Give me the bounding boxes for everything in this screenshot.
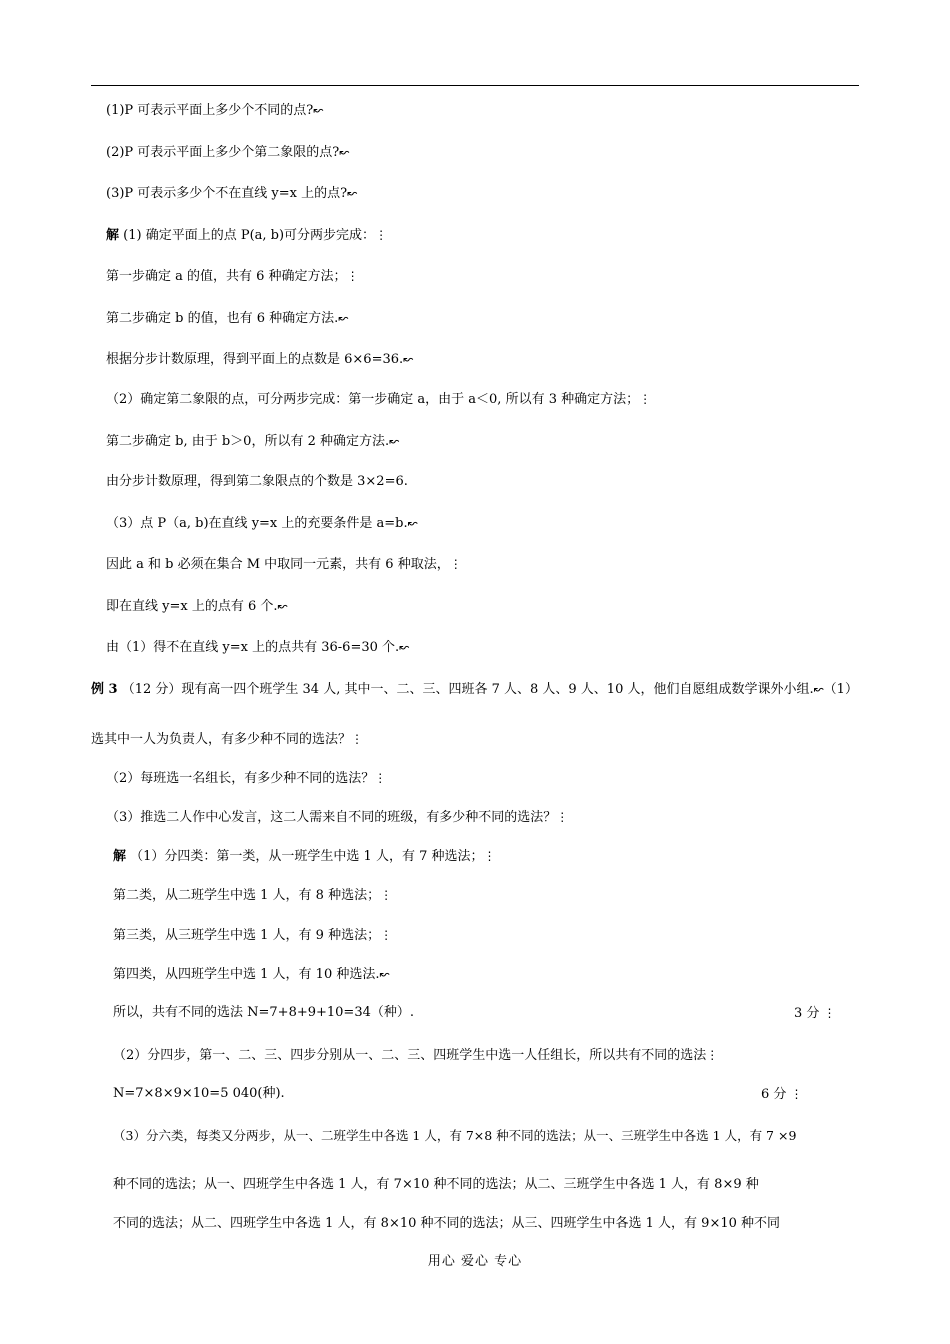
paragraph-mark-icon: ⋮: [380, 928, 393, 942]
text-line: 根据分步计数原理，得到平面上的点数是 6×6=36.↜: [106, 352, 414, 367]
header-rule: [91, 85, 859, 86]
paragraph-mark-icon: ↜: [389, 434, 400, 448]
text-line: 不同的选法；从二、四班学生中各选 1 人，有 8×10 种不同的选法；从三、四班学生中各选 1 人，有 9×10 种不同: [113, 1216, 781, 1231]
solution-label: 解: [113, 849, 127, 864]
paragraph-mark-icon: ⋮: [790, 1087, 803, 1101]
text-line: 第三类，从三班学生中选 1 人，有 9 种选法；⋮: [113, 928, 393, 943]
paragraph-mark-icon: ⋮: [639, 392, 652, 406]
score-label: 6 分 ⋮: [761, 1087, 803, 1102]
paragraph-mark-icon: ⋮: [449, 557, 462, 571]
question-2-line: (2)P 可表示平面上多少个第二象限的点?↜: [106, 145, 350, 160]
text-line: （3）推选二人作中心发言，这二人需来自不同的班级，有多少种不同的选法？⋮: [106, 810, 569, 825]
paragraph-mark-icon: ↜: [379, 967, 390, 981]
paragraph-mark-icon: ⋮: [346, 269, 359, 283]
text-line: 因此 a 和 b 必须在集合 M 中取同一元素，共有 6 种取法，⋮: [106, 557, 462, 572]
text-line: （2）分四步，第一、二、三、四步分别从一、二、三、四班学生中选一人任组长，所以共有不同的选法⋮: [113, 1048, 719, 1063]
question-3-line: (3)P 可表示多少个不在直线 y=x 上的点?↜: [106, 186, 358, 201]
paragraph-mark-icon: ↜: [407, 516, 418, 530]
text-line: 第四类，从四班学生中选 1 人，有 10 种选法.↜: [113, 967, 390, 982]
text-line: （2）确定第二象限的点，可分两步完成：第一步确定 a，由于 a＜0, 所以有 3 种确定方法；⋮: [106, 392, 652, 407]
paragraph-mark-icon: ⋮: [380, 888, 393, 902]
text-line: 第二步确定 b, 由于 b＞0，所以有 2 种确定方法.↜: [106, 434, 400, 449]
paragraph-mark-icon: ⋮: [483, 849, 496, 863]
example-label: 例 3: [91, 682, 118, 697]
text-line: 种不同的选法；从一、四班学生中各选 1 人，有 7×10 种不同的选法；从二、三班学生中各选 1 人，有 8×9 种: [113, 1177, 759, 1192]
text-line: 选其中一人为负责人，有多少种不同的选法？⋮: [91, 732, 364, 747]
question-1-line: (1)P 可表示平面上多少个不同的点?↜: [106, 103, 324, 118]
paragraph-mark-icon: ↜: [313, 103, 324, 117]
page-footer: 用心 爱心 专心: [427, 1254, 523, 1269]
paragraph-mark-icon: ↜: [347, 186, 358, 200]
solution-label: 解: [106, 228, 120, 243]
text-line: 即在直线 y=x 上的点有 6 个.↜: [106, 599, 288, 614]
paragraph-mark-icon: ↜: [339, 145, 350, 159]
paragraph-mark-icon: ↜: [399, 640, 410, 654]
paragraph-mark-icon: ↜: [277, 599, 288, 613]
text-line: 由（1）得不在直线 y=x 上的点共有 36-6=30 个.↜: [106, 640, 410, 655]
paragraph-mark-icon: ⋮: [351, 732, 364, 746]
paragraph-mark-icon: ⋮: [375, 228, 388, 242]
text-line: （3）分六类，每类又分两步，从一、二班学生中各选 1 人，有 7×8 种不同的选法；从一、三班学生中各选 1 人，有 7 ×9: [113, 1128, 797, 1143]
paragraph-mark-icon: ↜: [403, 352, 414, 366]
paragraph-mark-icon: ⋮: [706, 1048, 719, 1062]
paragraph-mark-icon: ↜: [338, 311, 349, 325]
solution-line: 解 (1) 确定平面上的点 P(a, b)可分两步完成：⋮: [106, 228, 388, 243]
paragraph-mark-icon: ⋮: [556, 810, 569, 824]
text-line: 第一步确定 a 的值，共有 6 种确定方法；⋮: [106, 269, 359, 284]
text-line: 由分步计数原理，得到第二象限点的个数是 3×2=6.: [106, 474, 408, 489]
paragraph-mark-icon: ↜: [813, 682, 824, 696]
paragraph-mark-icon: ⋮: [823, 1006, 836, 1020]
text-line: N=7×8×9×10=5 040(种).: [113, 1086, 285, 1101]
text-line: 所以，共有不同的选法 N=7+8+9+10=34（种）.: [113, 1005, 414, 1020]
example-3-heading: 例 3 （12 分）现有高一四个班学生 34 人, 其中一、二、三、四班各 7 人、8 人、9 人、10 人，他们自愿组成数学课外小组.↜（1）: [91, 682, 858, 697]
paragraph-mark-icon: ⋮: [374, 771, 387, 785]
text-line: （2）每班选一名组长，有多少种不同的选法？⋮: [106, 771, 387, 786]
score-label: 3 分 ⋮: [794, 1006, 836, 1021]
text-line: 第二步确定 b 的值，也有 6 种确定方法.↜: [106, 311, 349, 326]
text-line: （3）点 P（a, b)在直线 y=x 上的充要条件是 a=b.↜: [106, 516, 418, 531]
text-line: 第二类，从二班学生中选 1 人，有 8 种选法；⋮: [113, 888, 393, 903]
solution-line: 解 （1）分四类：第一类，从一班学生中选 1 人，有 7 种选法；⋮: [113, 849, 496, 864]
